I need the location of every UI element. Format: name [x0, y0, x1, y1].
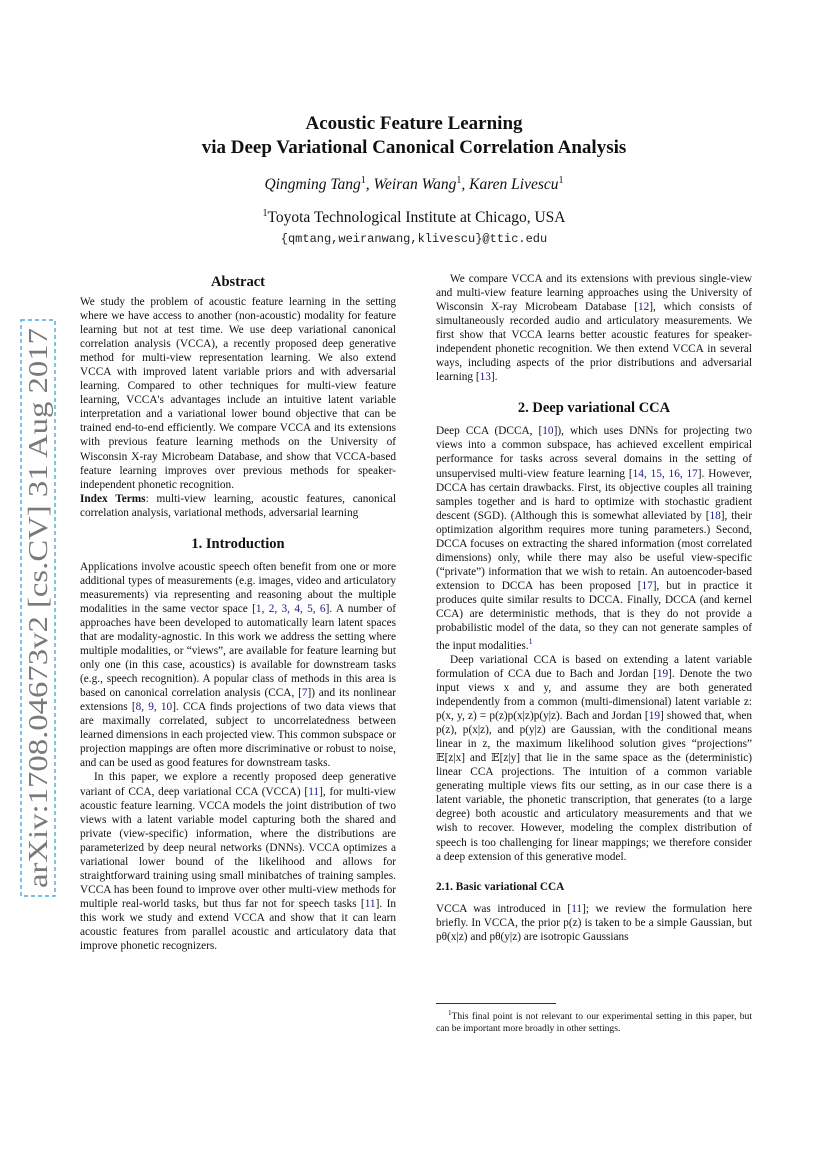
- paragraph: In this paper, we explore a recently proposed deep generative variant of CCA, deep variational CCA (VCCA) [11], for multi-view acoustic feature learning. VCCA models the joint distribution of two views with a latent variable model capturing both the shared and private (view-specific) information, where the distributions are parameterized by deep neural networks (DNNs). VCCA optimizes a variational lower bound of the likelihood and allows for straightforward training using small minibatches of training samples. VCCA has been found to improve over other multi-view methods for multiple real-world tasks, but thus far not for speech tasks [11]. In this work we study and extend VCCA and show that it can learn acoustic features from parallel acoustic and articulatory data that improve phonetic recognizers.: [80, 771, 396, 953]
- citation-link[interactable]: 19: [656, 667, 669, 680]
- title-line-2: via Deep Variational Canonical Correlation Analysis: [201, 137, 627, 158]
- author-name: Qingming Tang: [264, 176, 361, 194]
- abstract-heading: Abstract: [211, 274, 265, 290]
- footnote-divider: [436, 1003, 556, 1004]
- paragraph: Deep CCA (DCCA, [10]), which uses DNNs for projecting two views into a common subspace, has achieved excellent empirical performance for tasks across several domains in the setting of unsupervised multi-view feature learning [14, 15, 16, 17]. However, DCCA has certain drawbacks. First, its objective couples all training samples together and is hard to optimize with stochastic gradient descent (SGD). (Although this is somewhat alleviated by [18], their optimization algorithm requires more tuning parameters.) Second, DCCA focuses on extracting the shared information (most correlated dimensions) only, while there may also be useful view-specific (“private”) information that we wish to retain. An autoencoder-based extension to DCCA has been proposed [17], but in practice it produces quite similar results to DCCA. Finally, DCCA (and kernel CCA) are deterministic methods, that is they do not provide a probabilistic model of the data, so they can not generate samples of the input modalities.$^1$: [436, 425, 752, 652]
- citation-link[interactable]: 14, 15, 16, 17: [632, 467, 698, 480]
- left-column: [80, 272, 396, 953]
- author-name: Karen Livescu: [469, 176, 559, 194]
- citation-link[interactable]: 19: [648, 710, 660, 723]
- section-heading: 1. Introduction: [191, 535, 285, 552]
- abstract-text: We study the problem of acoustic feature learning in the setting where we have access to another (non-acoustic) modality for feature learning but not at test time. We use deep variational canonical correlation analysis (VCCA), a recently proposed deep generative method for multi-view representation learning. We also extend VCCA with improved latent variable priors and with adversarial learning. Compared to other techniques for multi-view feature learning, VCCA's advantages include an intuitive latent variable interpretation and a variational lower bound objective that can be trained end-to-end efficiently. We compare VCCA and its extensions with previous feature learning methods on the University of Wisconsin X-ray Microbeam Database, and show that VCCA-based feature learning improves over previous methods for speaker-independent phonetic recognition.: [80, 296, 396, 491]
- index-terms: Index Terms: multi-view learning, acoustic features, canonical correlation analysis, variational methods, adversarial learning: [80, 492, 396, 519]
- footnote-link[interactable]: 1: [528, 637, 533, 647]
- author-list: Qingming Tang$^1$, Weiran Wang$^1$, Karen Livescu$^1$: [264, 175, 564, 194]
- citation-link[interactable]: 7: [301, 687, 308, 700]
- paragraph: We compare VCCA and its extensions with previous single-view and multi-view feature learning approaches using the University of Wisconsin X-ray Microbeam Database [12], which consists of simultaneously recorded audio and articulatory measurements. We first show that VCCA learns better acoustic features for speaker-independent phonetic recognition. We then extend VCCA in several ways, including aspects of the prior distributions and adversarial learning [13].: [436, 273, 752, 384]
- paragraph: Applications involve acoustic speech often benefit from one or more additional types of measurements (e.g. images, video and articulatory measurements) via representing and reasoning about the multiple modalities in the same vector space [1, 2, 3, 4, 5, 6]. A number of approaches have been developed to automatically learn latent spaces that are modality-agnostic. In this work we address the setting where multiple modalities, or “views”, are available for feature learning but only one (in this case, acoustics) is available for downstream tasks (e.g., speech recognition). A popular class of methods in this area is based on canonical correlation analysis (CCA, [7]) and its nonlinear extensions [8, 9, 10]. CCA finds projections of two data views that are maximally correlated, subject to uncorrelatedness between learned dimensions in each projected view. This common subspace or projection mappings are often more discriminative or robust to noise, and can be used as good features for downstream tasks.: [80, 560, 396, 770]
- affiliation: $^1$Toyota Technological Institute at Chicago, USA: [262, 208, 566, 227]
- citation-link[interactable]: 18: [709, 509, 721, 522]
- section-heading: 2. Deep variational CCA: [517, 400, 671, 417]
- arxiv-id: arXiv:1708.04673v2 [cs.CV] 31 Aug 2017: [23, 426, 53, 888]
- citation-link[interactable]: 17: [641, 579, 653, 592]
- citation-link[interactable]: 11: [364, 897, 376, 910]
- arxiv-stamp: [18, 318, 58, 898]
- citation-link[interactable]: 8, 9, 10: [135, 701, 173, 714]
- paragraph: Deep variational CCA is based on extending a latent variable formulation of CCA due to Bach and Jordan [19]. Denote the two input views x and y, and assume they are both generated independently from a common (multi-dimensional) latent variable z: p(x, y, z) = p(z)p(x|z)p(y|z). Bach and Jordan [19] showed that, when p(z), p(x|z), and p(y|z) are Gaussian, with the conditional means linear in z, the maximum likelihood solution gives “projections” 𝔼[z|x] and 𝔼[z|y] that lie in the same space as the (deterministic) linear CCA projections. The intuition of a common variable generating multiple views fits our setting, as in our case there is a latent variable, the phonetic transcription, that generates (to a large degree) both acoustic and articulatory measurements and that we wish to recover. However, modeling the complex distribution of speech is too challenging for linear mappings; we therefore consider a deep extension of this generative model.: [436, 653, 753, 863]
- email-address: {qmtang,weiranwang,klivescu}@ttic.edu: [280, 232, 548, 246]
- right-column: [436, 272, 752, 944]
- citation-link[interactable]: 11: [308, 785, 320, 798]
- subsection-heading: 2.1. Basic variational CCA: [436, 880, 565, 893]
- citation-link[interactable]: 13: [479, 371, 491, 384]
- title-line-1: Acoustic Feature Learning: [305, 113, 523, 134]
- citation-link[interactable]: 11: [571, 902, 583, 915]
- citation-link[interactable]: 10: [542, 425, 554, 438]
- citation-link[interactable]: 1, 2, 3, 4, 5, 6: [255, 602, 326, 615]
- paper-title: [100, 112, 728, 160]
- author-name: Weiran Wang: [373, 176, 457, 194]
- paragraph: VCCA was introduced in [11]; we review the formulation here briefly. In VCCA, the prior p(z) is taken to be a simple Gaussian, but pθ(x|z) and pθ(y|z) are isotropic Gaussians: [436, 902, 752, 943]
- footnote: $^1$This final point is not relevant to our experimental setting in this paper, but can be important more broadly in other settings.: [436, 1009, 752, 1035]
- citation-link[interactable]: 12: [637, 301, 650, 314]
